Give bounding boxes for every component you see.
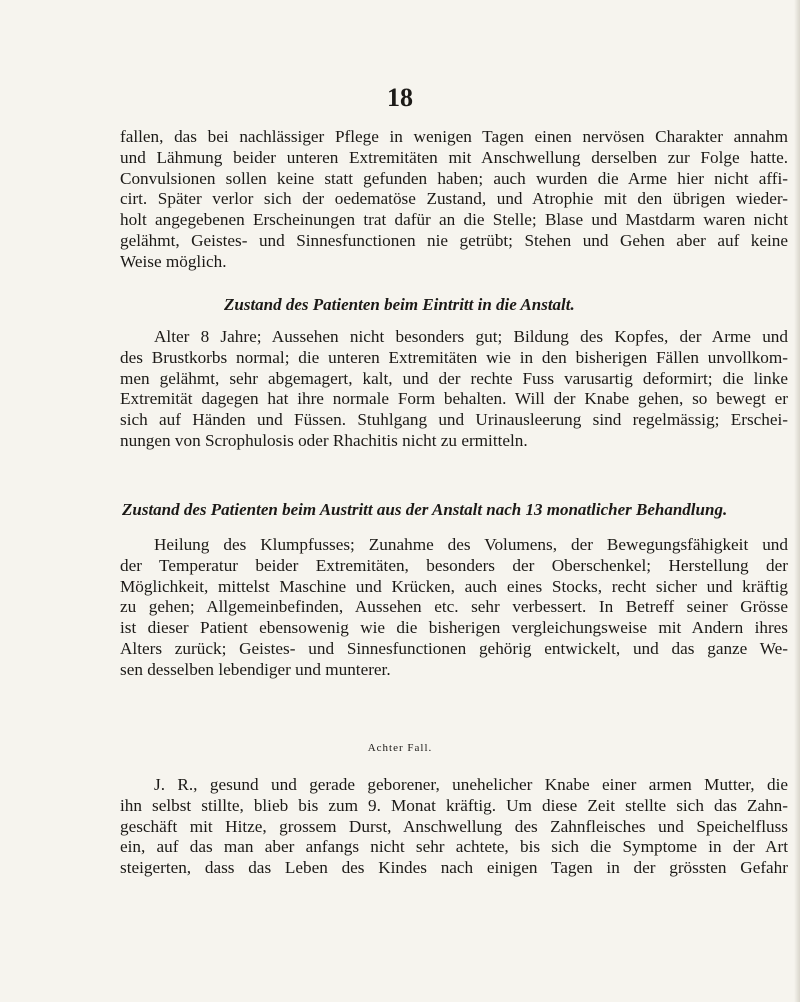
paragraph-discharge xyxy=(120,535,788,681)
text-line: gelähmt, Geistes- und Sinnesfunctionen nie getrübt; Stehen und Gehen aber auf keine xyxy=(120,230,788,250)
text-line: Weise möglich. xyxy=(120,251,227,271)
text-line: Heilung des Klumpfusses; Zunahme des Volumens, der Bewegungsfähigkeit und xyxy=(154,535,788,554)
text-line: und Lähmung beider unteren Extremitäten mit Anschwellung derselben zur Folge hatte. xyxy=(120,147,788,167)
text-line: der Temperatur beider Extremitäten, besonders der Oberschenkel; Herstellung der xyxy=(120,555,788,575)
text-line: steigerten, dass das Leben des Kindes nach einigen Tagen in der grössten Gefahr xyxy=(120,858,788,878)
text-line: geschäft mit Hitze, grossem Durst, Anschwellung des Zahnfleisches und Speichelfluss xyxy=(120,816,788,836)
text-line: Convulsionen sollen keine statt gefunden haben; auch wurden die Arme hier nicht affi- xyxy=(120,168,788,188)
text-line: holt angegebenen Erscheinungen trat dafür an die Stelle; Blase und Mastdarm waren nicht xyxy=(120,210,788,230)
text-line: cirt. Später verlor sich der oedematöse Zustand, und Atrophie mit den übrigen wieder- xyxy=(120,189,788,209)
paragraph-anamnesis xyxy=(120,127,788,273)
section-heading-discharge: Zustand des Patienten beim Austritt aus der Anstalt nach 13 monatlicher Behandlung. xyxy=(122,500,728,519)
text-line: Möglichkeit, mittelst Maschine und Krücken, auch eines Stocks, recht sicher und kräftig xyxy=(120,576,788,596)
case-heading: Achter Fall. xyxy=(367,742,433,754)
text-line: zu gehen; Allgemeinbefinden, Aussehen etc. sehr verbessert. In Betreff seiner Grösse xyxy=(120,597,788,617)
page-edge-shadow xyxy=(794,0,800,1002)
text-line: fallen, das bei nachlässiger Pflege in wenigen Tagen einen nervösen Charakter annahm xyxy=(120,127,788,146)
paragraph-admission xyxy=(120,327,788,452)
text-line: des Brustkorbs normal; die unteren Extremitäten wie in den bisherigen Fällen unvollkom- xyxy=(120,347,788,367)
paragraph-eighth-case xyxy=(120,775,788,879)
page-number: 18 xyxy=(387,83,413,112)
text-line: sich auf Händen und Füssen. Stuhlgang und Urinausleerung sind regelmässig; Erschei- xyxy=(120,410,788,430)
text-line: men gelähmt, sehr abgemagert, kalt, und der rechte Fuss varusartig deformirt; die linke xyxy=(120,368,788,388)
section-heading-admission: Zustand des Patienten beim Eintritt in die Anstalt. xyxy=(224,295,575,314)
text-line: ihn selbst stillte, blieb bis zum 9. Monat kräftig. Um diese Zeit stellte sich das Zahn- xyxy=(120,795,788,815)
text-line: Alters zurück; Geistes- und Sinnesfunctionen gehörig entwickelt, und das ganze We- xyxy=(120,638,788,658)
text-line: Alter 8 Jahre; Aussehen nicht besonders gut; Bildung des Kopfes, der Arme und xyxy=(154,327,788,346)
text-line: J. R., gesund und gerade geborener, unehelicher Knabe einer armen Mutter, die xyxy=(154,775,788,794)
text-line: sen desselben lebendiger und munterer. xyxy=(120,659,391,679)
text-line: ist dieser Patient ebensowenig wie die bisherigen vergleichungsweise mit Andern ihres xyxy=(120,618,788,638)
text-line: ein, auf das man aber anfangs nicht sehr achtete, bis sich die Symptome in der Art xyxy=(120,837,788,857)
text-line: Extremität dagegen hat ihre normale Form behalten. Will der Knabe gehen, so bewegt er xyxy=(120,389,788,409)
text-line: nungen von Scrophulosis oder Rhachitis nicht zu ermitteln. xyxy=(120,430,528,450)
